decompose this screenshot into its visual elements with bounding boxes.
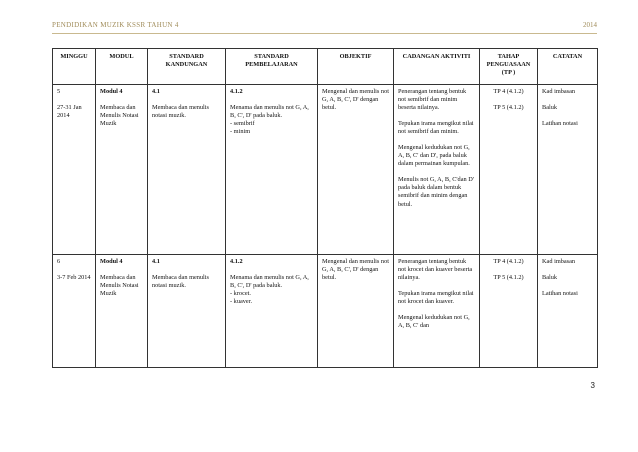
- catatan-item: Kad imbasan: [542, 258, 576, 265]
- header-year: 2014: [583, 21, 597, 29]
- objektif-text: Mengenal dan menulis not G, A, B, C', D' dengan betul.: [322, 258, 389, 282]
- sp-item: - kuaver.: [230, 298, 253, 306]
- header-rule: [52, 33, 597, 34]
- cell-tahap-penguasaan: [480, 85, 538, 255]
- tp-item: TP 5 (4.1.2): [493, 274, 524, 282]
- table-header-row: [53, 49, 598, 85]
- sk-code: 4.1: [152, 258, 160, 265]
- catatan-item: Kad imbasan: [542, 88, 576, 95]
- modul-desc: Membaca dan Menulis Notasi Muzik: [100, 274, 139, 298]
- schedule-table: [52, 48, 598, 368]
- sp-item: - semibrif: [230, 120, 255, 128]
- catatan-item: Latihan notasi: [542, 290, 578, 298]
- aktiviti-item: Mengenal kedudukan not G, A, B, C' dan D', pada baluk dalam permainan kumpulan.: [398, 144, 470, 168]
- col-header-minggu: MINGGU: [53, 49, 96, 85]
- sp-item: - minim: [230, 128, 251, 136]
- catatan-item: Baluk: [542, 104, 558, 112]
- col-header-standard-kandungan: STANDARD KANDUNGAN: [148, 49, 226, 85]
- cell-standard-pembelajaran: [226, 255, 318, 368]
- sp-desc: Menama dan menulis not G, A, B, C', D' pada baluk.: [230, 104, 309, 120]
- aktiviti-item: Tepukan irama mengikut nilai not semibrif dan minim.: [398, 120, 474, 136]
- cell-cadangan-aktiviti: [394, 255, 480, 368]
- aktiviti-item: Penerangan tentang bentuk not semibrif dan minim beserta nilainya.: [398, 88, 467, 112]
- week-number: 5: [57, 88, 61, 95]
- header-title: PENDIDIKAN MUZIK KSSR TAHUN 4: [52, 21, 179, 29]
- week-date: 27-31 Jan 2014: [57, 104, 82, 120]
- page-number: 3: [590, 381, 595, 390]
- table-row: [53, 85, 598, 255]
- sk-desc: Membaca dan menulis notasi muzik.: [152, 274, 210, 290]
- cell-minggu: [53, 255, 96, 368]
- cell-objektif: [318, 85, 394, 255]
- col-header-catatan: CATATAN: [538, 49, 598, 85]
- cell-standard-pembelajaran: [226, 85, 318, 255]
- aktiviti-item: Penerangan tentang bentuk not krocet dan kuaver beserta nilainya.: [398, 258, 473, 282]
- week-number: 6: [57, 258, 61, 265]
- week-date: 3-7 Feb 2014: [57, 274, 91, 282]
- aktiviti-item: Menulis not G, A, B, C'dan D' pada baluk dalam bentuk semibrif dan minim dengan betul.: [398, 176, 474, 208]
- sp-code: 4.1.2: [230, 88, 243, 95]
- cell-cadangan-aktiviti: [394, 85, 480, 255]
- cell-objektif: [318, 255, 394, 368]
- sp-code: 4.1.2: [230, 258, 243, 265]
- col-header-modul: MODUL: [96, 49, 148, 85]
- cell-modul: [96, 85, 148, 255]
- col-header-objektif: OBJEKTIF: [318, 49, 394, 85]
- cell-modul: [96, 255, 148, 368]
- sp-item: - krocet.: [230, 290, 251, 298]
- sk-code: 4.1: [152, 88, 160, 95]
- cell-catatan: [538, 85, 598, 255]
- col-header-cadangan-aktiviti: CADANGAN AKTIVITI: [394, 49, 480, 85]
- sp-desc: Menama dan menulis not G, A, B, C', D' pada baluk.: [230, 274, 309, 290]
- table-row: [53, 255, 598, 368]
- modul-title: Modul 4: [100, 88, 123, 95]
- tp-item: TP 4 (4.1.2): [493, 88, 524, 95]
- col-header-standard-pembelajaran: STANDARD PEMBELAJARAN: [226, 49, 318, 85]
- sk-desc: Membaca dan menulis notasi muzik.: [152, 104, 210, 120]
- cell-standard-kandungan: [148, 255, 226, 368]
- cell-minggu: [53, 85, 96, 255]
- col-header-tahap-penguasaan: TAHAP PENGUASAAN (TP ): [480, 49, 538, 85]
- catatan-item: Latihan notasi: [542, 120, 578, 128]
- aktiviti-item: Tepukan irama mengikut nilai not krocet dan kuaver.: [398, 290, 474, 306]
- tp-item: TP 4 (4.1.2): [493, 258, 524, 265]
- catatan-item: Baluk: [542, 274, 558, 282]
- cell-standard-kandungan: [148, 85, 226, 255]
- cell-tahap-penguasaan: [480, 255, 538, 368]
- objektif-text: Mengenal dan menulis not G, A, B, C', D' dengan betul.: [322, 88, 389, 112]
- modul-title: Modul 4: [100, 258, 123, 265]
- tp-item: TP 5 (4.1.2): [493, 104, 524, 112]
- page-header: [52, 21, 597, 33]
- aktiviti-item: Mengenal kedudukan not G, A, B, C' dan: [398, 314, 470, 330]
- cell-catatan: [538, 255, 598, 368]
- modul-desc: Membaca dan Menulis Notasi Muzik: [100, 104, 139, 128]
